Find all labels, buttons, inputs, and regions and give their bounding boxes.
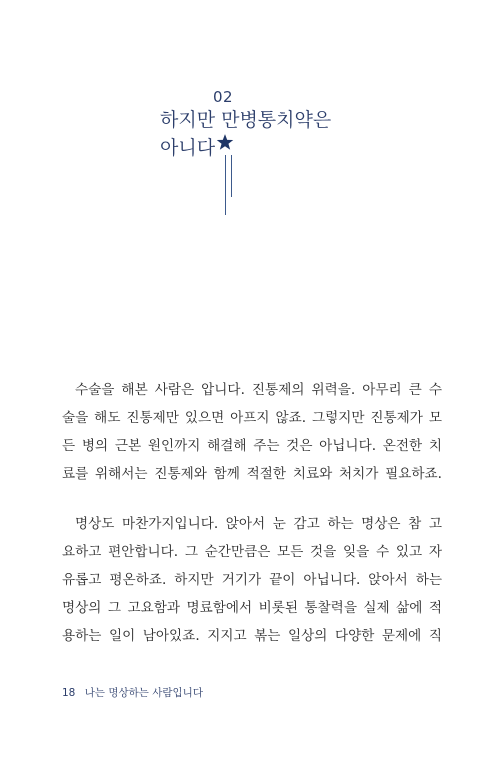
decorative-line [231, 155, 232, 197]
text-line: 료를 위해서는 진통제와 함께 적절한 치료와 처치가 필요하죠. [62, 466, 442, 482]
page-number: 18 [62, 687, 76, 699]
star-icon [216, 133, 234, 151]
chapter-title [160, 106, 360, 162]
page-footer [62, 685, 203, 700]
text-line: 수술을 해본 사람은 압니다. 진통제의 위력을. 아무리 큰 수 [75, 382, 442, 398]
paragraph-1 [62, 376, 442, 488]
text-line: 명상도 마찬가지입니다. 앉아서 눈 감고 하는 명상은 참 고 [75, 516, 442, 532]
chapter-number: 02 [213, 88, 234, 106]
text-line: 요하고 편안합니다. 그 순간만큼은 모든 것을 잊을 수 있고 자 [62, 544, 442, 560]
text-line: 유롭고 평온하죠. 하지만 거기가 끝이 아닙니다. 앉아서 하는 [62, 572, 442, 588]
text-line: 명상의 그 고요함과 명료함에서 비롯된 통찰력을 실제 삶에 적 [62, 600, 442, 616]
text-line: 용하는 일이 남아있죠. 지지고 볶는 일상의 다양한 문제에 직 [62, 628, 442, 644]
decorative-line [225, 155, 226, 215]
chapter-title-line-1: 하지만 만병통치약은 [160, 109, 332, 131]
book-title: 나는 명상하는 사람입니다 [84, 687, 203, 699]
text-line: 든 병의 근본 원인까지 해결해 주는 것은 아닙니다. 온전한 치 [62, 438, 442, 454]
text-line: 술을 해도 진통제만 있으면 아프지 않죠. 그렇지만 진통제가 모 [62, 410, 442, 426]
body-text [62, 376, 442, 672]
chapter-title-line-2: 아니다 [160, 137, 216, 159]
paragraph-2 [62, 510, 442, 650]
